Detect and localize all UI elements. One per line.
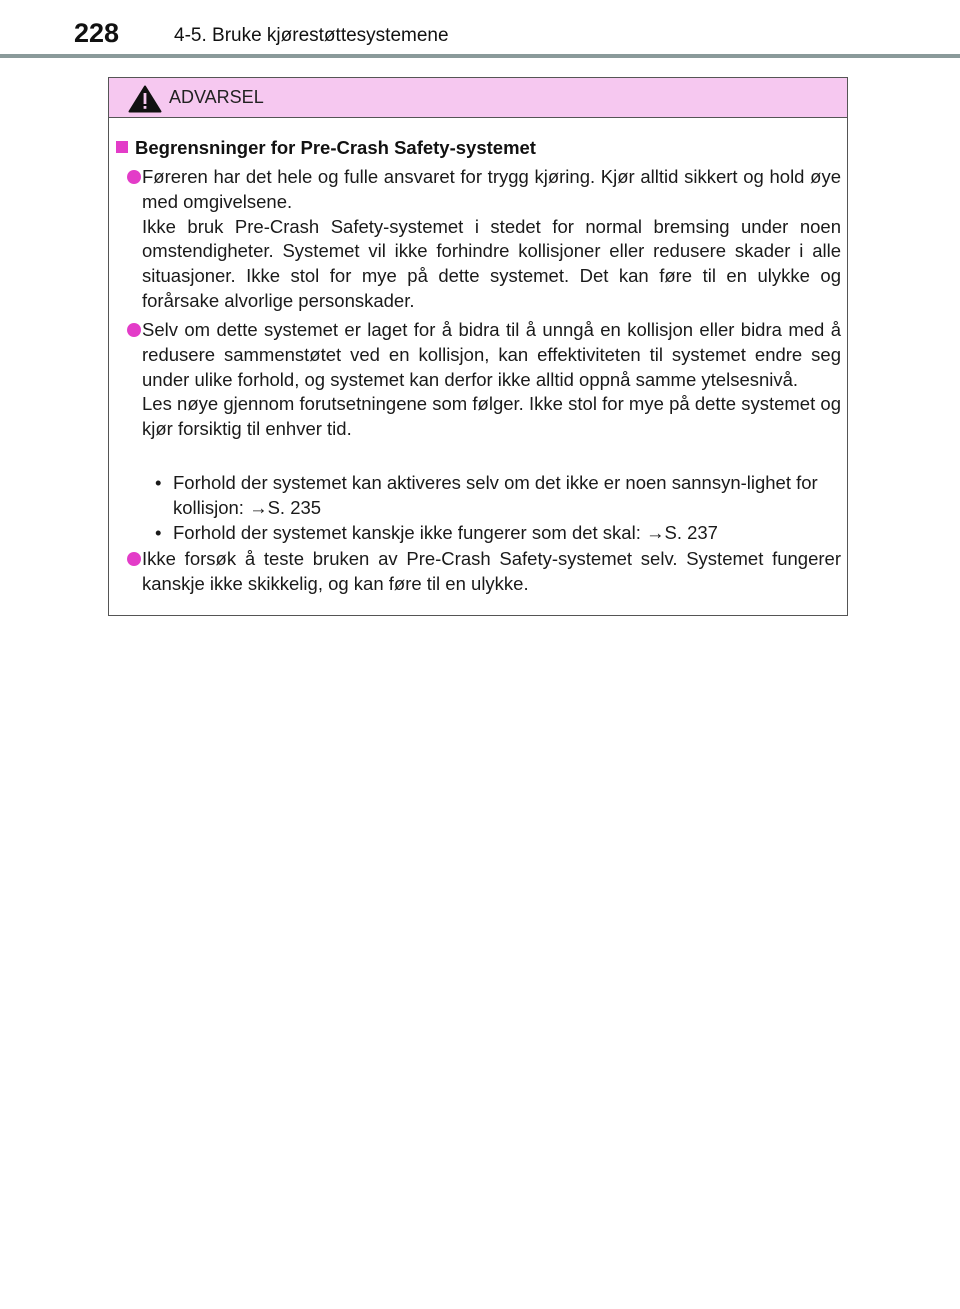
sub-bullet-text: Forhold der systemet kan aktiveres selv om det ikke er noen sannsyn-lighet for kollisjon: →S. 235	[173, 472, 818, 518]
sub-bullet-item	[155, 521, 845, 546]
round-bullet-icon	[127, 170, 141, 184]
warning-box	[108, 77, 848, 616]
section-title: 4-5. Bruke kjørestøttesystemene	[174, 25, 449, 46]
sub-bullet-item	[155, 471, 845, 521]
round-bullet-icon	[127, 323, 141, 337]
warning-heading	[116, 137, 536, 159]
bullet-item	[127, 547, 841, 597]
sub-bullet-text: Forhold der systemet kanskje ikke fungerer som det skal: →S. 237	[173, 521, 718, 543]
bullet-paragraph: Føreren har det hele og fulle ansvaret for trygg kjøring. Kjør alltid sikkert og hold øye med omgivelsene.	[142, 166, 841, 212]
bullet-paragraph: Selv om dette systemet er laget for å bidra til å unngå en kollisjon eller bidra med å redusere sammenstøtet ved en kollisjon, kan effektiviteten til systemet endre seg under ulike forhold, og systemet kan derfor ikke alltid oppnå samme ytelsesnivå.	[142, 319, 841, 390]
bullet-paragraph: Les nøye gjennom forutsetningene som følger. Ikke stol for mye på dette systemet og kjør forsiktig til enhver tid.	[142, 393, 841, 440]
warning-label: ADVARSEL	[169, 87, 264, 107]
bullet-item	[127, 318, 841, 442]
square-bullet-icon	[116, 141, 128, 153]
round-bullet-icon	[127, 552, 141, 566]
sub-bullet-marker: •	[155, 472, 162, 493]
page-number: 228	[74, 18, 120, 48]
sub-bullet-list	[155, 471, 845, 545]
page-header	[0, 0, 960, 62]
bullet-paragraph: Ikke forsøk å teste bruken av Pre-Crash Safety-systemet selv. Systemet fungerer kanskje ikke skikkelig, og kan føre til en ulykke.	[142, 548, 841, 594]
sub-bullet-marker: •	[155, 521, 162, 543]
header-rule	[0, 54, 960, 58]
warning-heading-text: Begrensninger for Pre-Crash Safety-systemet	[135, 137, 536, 158]
warning-triangle-icon	[128, 85, 162, 113]
warning-header	[109, 78, 847, 118]
bullet-paragraph: Ikke bruk Pre-Crash Safety-systemet i stedet for normal bremsing under noen omstendigheter. Systemet vil ikke forhindre kollisjoner eller redusere skader i alle situasjoner. Ikke stol for mye på dette systemet. Det kan føre til en ulykke og forårsake alvorlige personskader.	[142, 215, 841, 311]
bullet-item	[127, 165, 841, 314]
